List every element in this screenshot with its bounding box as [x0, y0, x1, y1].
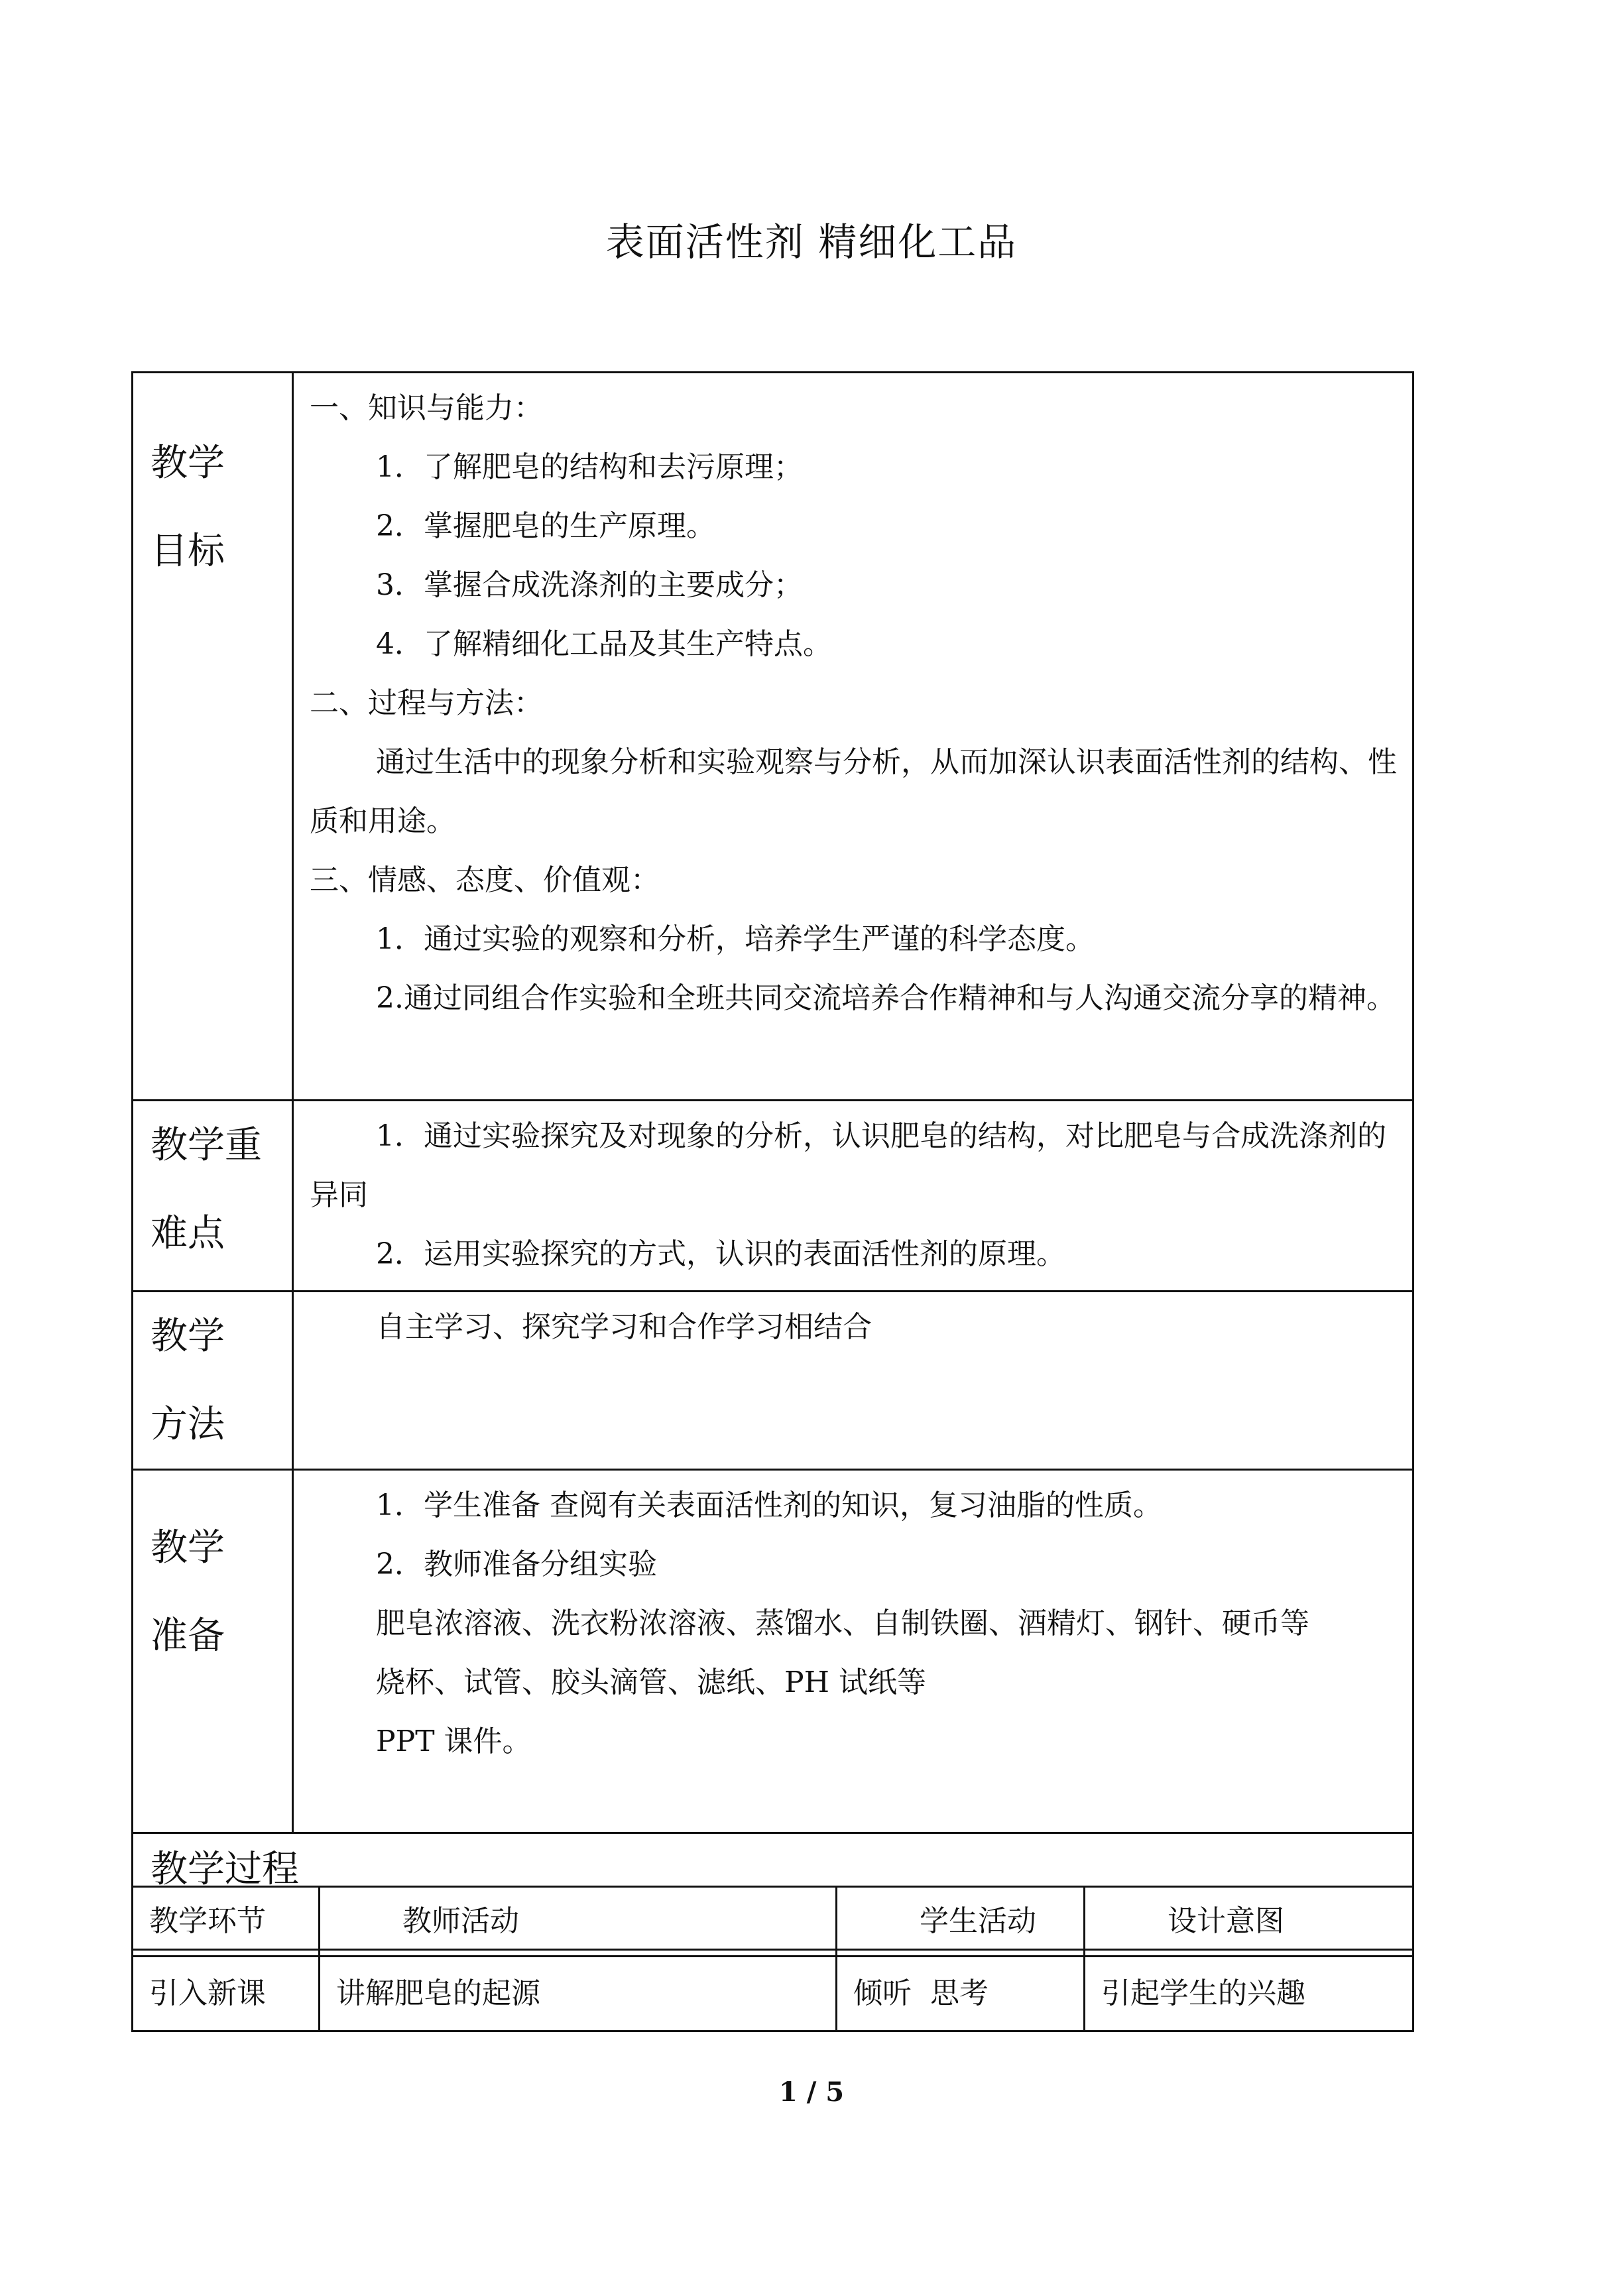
preparation-item: 1．学生准备 查阅有关表面活性剂的知识，复习油脂的性质。: [376, 1488, 1162, 1522]
key-points-row: [133, 1101, 1413, 1292]
objectives-item: 3．掌握合成洗涤剂的主要成分；: [376, 568, 803, 602]
preparation-item: 肥皂浓溶液、洗衣粉浓溶液、蒸馏水、自制铁圈、酒精灯、钢针、硬币等: [376, 1606, 1309, 1640]
process-cell: 讲解肥皂的起源: [320, 1950, 837, 2031]
methods-label-cell: [133, 1292, 293, 1470]
page-number: 1 / 5: [778, 2077, 845, 2108]
objectives-item: 4．了解精细化工品及其生产特点。: [376, 627, 832, 661]
preparation-label-cell: [133, 1470, 293, 1833]
key-points-item: 1．通过实验探究及对现象的分析，认识肥皂的结构，对比肥皂与合成洗涤剂的异同: [310, 1119, 1386, 1212]
methods-content: [293, 1292, 1413, 1470]
methods-label-line2: 方法: [150, 1403, 225, 1446]
objectives-heading-knowledge: 一、知识与能力：: [310, 391, 543, 425]
objectives-item: 1．了解肥皂的结构和去污原理；: [376, 450, 803, 484]
preparation-item: PPT 课件。: [376, 1724, 532, 1758]
objectives-row: [133, 373, 1413, 1101]
process-column-header: 教学环节: [133, 1887, 320, 1950]
preparation-label-line1: 教学: [150, 1526, 225, 1569]
objectives-heading-attitude: 三、情感、态度、价值观：: [310, 863, 660, 897]
objectives-item: 2．掌握肥皂的生产原理。: [376, 509, 715, 543]
key-points-label-line2: 难点: [150, 1212, 225, 1255]
objectives-label-cell: [133, 373, 293, 1101]
objectives-item: 1．通过实验的观察和分析，培养学生严谨的科学态度。: [376, 922, 1095, 956]
document-title: 表面活性剂 精细化工品: [605, 219, 1018, 265]
process-column-header: 教师活动: [320, 1887, 837, 1950]
key-points-item: 2．运用实验探究的方式，认识的表面活性剂的原理。: [376, 1237, 1065, 1271]
objectives-content: [293, 373, 1413, 1101]
methods-text: 自主学习、探究学习和合作学习相结合: [376, 1310, 872, 1344]
process-cell: 引入新课: [133, 1950, 320, 2031]
preparation-label-line2: 准备: [150, 1614, 225, 1658]
methods-row: [133, 1292, 1413, 1470]
process-cell: 倾听 思考: [837, 1950, 1085, 2031]
process-cell: 引起学生的兴趣: [1085, 1950, 1413, 2031]
preparation-content: [293, 1470, 1413, 1833]
preparation-row: [133, 1470, 1413, 1833]
objectives-heading-process: 二、过程与方法：: [310, 686, 543, 720]
objectives-item: 通过生活中的现象分析和实验观察与分析，从而加深认识表面活性剂的结构、性质和用途。: [310, 745, 1397, 838]
objectives-label-line2: 目标: [150, 530, 225, 573]
key-points-content: [293, 1101, 1413, 1292]
process-column-header: 学生活动: [837, 1887, 1085, 1950]
objectives-item: 2.通过同组合作实验和全班共同交流培养合作精神和与人沟通交流分享的精神。: [376, 981, 1396, 1015]
key-points-label-cell: [133, 1101, 293, 1292]
lesson-plan-table: [131, 371, 1414, 1957]
objectives-label-line1: 教学: [150, 442, 225, 485]
preparation-item: 2．教师准备分组实验: [376, 1547, 657, 1581]
process-header-row: [133, 1887, 1413, 1950]
process-heading: 教学过程: [133, 1833, 1413, 1957]
process-table: [131, 1886, 1414, 2032]
methods-label-line1: 教学: [150, 1315, 225, 1358]
process-column-header: 设计意图: [1085, 1887, 1413, 1950]
key-points-label-line1: 教学重: [150, 1124, 262, 1167]
preparation-item: 烧杯、试管、胶头滴管、滤纸、PH 试纸等: [376, 1665, 926, 1699]
process-data-row: [133, 1950, 1413, 2031]
